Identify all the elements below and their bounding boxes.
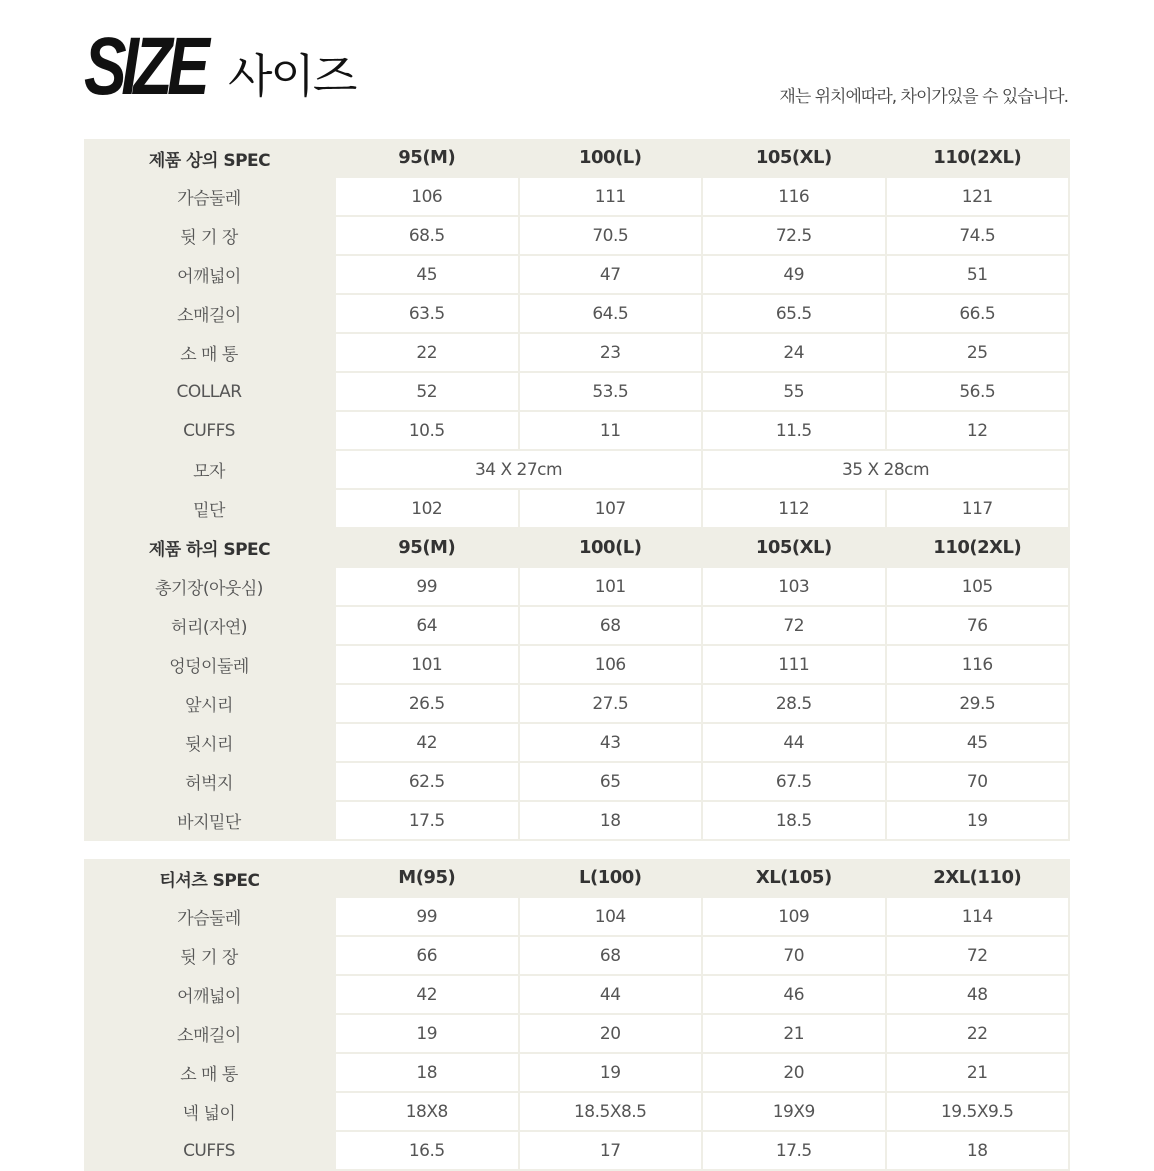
size-value: 11 (519, 411, 703, 450)
size-value: 19.5X9.5 (886, 1092, 1070, 1131)
size-value: 24 (702, 333, 886, 372)
row-label: 소 매 통 (84, 333, 335, 372)
row-label: CUFFS (84, 411, 335, 450)
size-value: 17 (519, 1131, 703, 1170)
size-value: 117 (886, 489, 1070, 528)
size-value: 27.5 (519, 684, 703, 723)
size-header: 100(L) (519, 139, 703, 177)
row-label: 허리(자연) (84, 606, 335, 645)
row-label: 소매길이 (84, 294, 335, 333)
size-value: 56.5 (886, 372, 1070, 411)
size-value: 105 (886, 567, 1070, 606)
size-value: 66.5 (886, 294, 1070, 333)
size-value: 101 (335, 645, 519, 684)
hood-size-value: 35 X 28cm (702, 450, 1069, 489)
size-value: 28.5 (702, 684, 886, 723)
table-row (84, 1014, 1069, 1053)
size-value: 64 (335, 606, 519, 645)
size-value: 99 (335, 567, 519, 606)
size-value: 19X9 (702, 1092, 886, 1131)
table-row (84, 645, 1069, 684)
row-label: 소매길이 (84, 1014, 335, 1053)
size-header: 95(M) (335, 528, 519, 567)
size-value: 51 (886, 255, 1070, 294)
size-value: 55 (702, 372, 886, 411)
size-value: 16.5 (335, 1131, 519, 1170)
tops-header-row (84, 139, 1069, 177)
size-value: 42 (335, 723, 519, 762)
size-value: 101 (519, 567, 703, 606)
table-row (84, 177, 1069, 216)
size-value: 29.5 (886, 684, 1070, 723)
size-title-korean: 사이즈 (228, 49, 356, 103)
row-label: 가슴둘레 (84, 177, 335, 216)
table-row (84, 489, 1069, 528)
size-value: 114 (886, 897, 1070, 936)
size-value: 70 (886, 762, 1070, 801)
size-value: 99 (335, 897, 519, 936)
size-value: 104 (519, 897, 703, 936)
size-value: 112 (702, 489, 886, 528)
table-row (84, 294, 1069, 333)
size-value: 70.5 (519, 216, 703, 255)
size-value: 20 (702, 1053, 886, 1092)
row-label: 엉덩이둘레 (84, 645, 335, 684)
size-value: 49 (702, 255, 886, 294)
size-value: 103 (702, 567, 886, 606)
size-value: 44 (519, 975, 703, 1014)
size-value: 65 (519, 762, 703, 801)
size-value: 25 (886, 333, 1070, 372)
hood-size-value: 34 X 27cm (335, 450, 702, 489)
table-row (84, 936, 1069, 975)
size-value: 53.5 (519, 372, 703, 411)
table-row (84, 684, 1069, 723)
size-value: 23 (519, 333, 703, 372)
tshirt-spec-label: 티셔츠 SPEC (84, 859, 335, 897)
size-value: 19 (886, 801, 1070, 840)
size-value: 44 (702, 723, 886, 762)
size-value: 111 (519, 177, 703, 216)
row-label: 앞시리 (84, 684, 335, 723)
size-value: 121 (886, 177, 1070, 216)
size-header: 2XL(110) (886, 859, 1070, 897)
page-header (0, 0, 1154, 130)
row-label: 뒷 기 장 (84, 216, 335, 255)
table-row (84, 1092, 1069, 1131)
tops-spec-label: 제품 상의 SPEC (84, 139, 335, 177)
size-value: 20 (519, 1014, 703, 1053)
size-value: 66 (335, 936, 519, 975)
size-value: 72.5 (702, 216, 886, 255)
size-value: 68 (519, 606, 703, 645)
size-title: SIZE (84, 21, 205, 112)
table-row (84, 801, 1069, 840)
row-label: 넥 넓이 (84, 1092, 335, 1131)
table-row (84, 897, 1069, 936)
size-value: 63.5 (335, 294, 519, 333)
size-value: 62.5 (335, 762, 519, 801)
size-value: 111 (702, 645, 886, 684)
size-value: 65.5 (702, 294, 886, 333)
table-row (84, 216, 1069, 255)
table-row (84, 333, 1069, 372)
size-value: 76 (886, 606, 1070, 645)
bottoms-header-row (84, 528, 1069, 567)
row-label: 가슴둘레 (84, 897, 335, 936)
table-row (84, 411, 1069, 450)
size-value: 106 (335, 177, 519, 216)
size-header: 105(XL) (702, 139, 886, 177)
row-label: 밑단 (84, 489, 335, 528)
size-value: 10.5 (335, 411, 519, 450)
size-header: L(100) (519, 859, 703, 897)
size-value: 11.5 (702, 411, 886, 450)
size-value: 52 (335, 372, 519, 411)
size-value: 46 (702, 975, 886, 1014)
table-row (84, 567, 1069, 606)
row-label: CUFFS (84, 1131, 335, 1170)
tshirt-size-table (84, 859, 1070, 1171)
size-value: 116 (886, 645, 1070, 684)
size-header: 110(2XL) (886, 139, 1070, 177)
table-row (84, 762, 1069, 801)
size-value: 18 (519, 801, 703, 840)
row-label: 총기장(아웃심) (84, 567, 335, 606)
top-bottom-size-table (84, 139, 1070, 841)
row-label: 바지밑단 (84, 801, 335, 840)
size-value: 70 (702, 936, 886, 975)
row-label: 어깨넓이 (84, 975, 335, 1014)
size-value: 74.5 (886, 216, 1070, 255)
row-label: 어깨넓이 (84, 255, 335, 294)
size-value: 48 (886, 975, 1070, 1014)
row-label: 뒷시리 (84, 723, 335, 762)
table-row (84, 1053, 1069, 1092)
size-header: 105(XL) (702, 528, 886, 567)
size-value: 68 (519, 936, 703, 975)
size-value: 107 (519, 489, 703, 528)
size-value: 42 (335, 975, 519, 1014)
row-label: 허벅지 (84, 762, 335, 801)
size-value: 68.5 (335, 216, 519, 255)
table-row (84, 606, 1069, 645)
size-value: 43 (519, 723, 703, 762)
size-value: 109 (702, 897, 886, 936)
size-header: XL(105) (702, 859, 886, 897)
size-value: 106 (519, 645, 703, 684)
table-row (84, 975, 1069, 1014)
size-value: 18.5X8.5 (519, 1092, 703, 1131)
table-row (84, 1131, 1069, 1170)
size-value: 116 (702, 177, 886, 216)
size-value: 22 (335, 333, 519, 372)
size-value: 72 (702, 606, 886, 645)
size-value: 45 (886, 723, 1070, 762)
size-value: 47 (519, 255, 703, 294)
size-value: 18X8 (335, 1092, 519, 1131)
size-header: 95(M) (335, 139, 519, 177)
size-value: 19 (335, 1014, 519, 1053)
size-value: 45 (335, 255, 519, 294)
table-row (84, 255, 1069, 294)
size-value: 21 (702, 1014, 886, 1053)
row-label: 뒷 기 장 (84, 936, 335, 975)
size-value: 67.5 (702, 762, 886, 801)
size-value: 17.5 (335, 801, 519, 840)
row-label: COLLAR (84, 372, 335, 411)
size-value: 72 (886, 936, 1070, 975)
size-value: 22 (886, 1014, 1070, 1053)
size-value: 64.5 (519, 294, 703, 333)
table-row (84, 723, 1069, 762)
size-value: 21 (886, 1053, 1070, 1092)
row-label: 소 매 통 (84, 1053, 335, 1092)
size-value: 18.5 (702, 801, 886, 840)
tshirt-header-row (84, 859, 1069, 897)
measurement-note: 재는 위치에따라, 차이가있을 수 있습니다. (779, 87, 1068, 107)
size-value: 19 (519, 1053, 703, 1092)
size-header: 100(L) (519, 528, 703, 567)
size-value: 18 (335, 1053, 519, 1092)
size-value: 26.5 (335, 684, 519, 723)
size-value: 17.5 (702, 1131, 886, 1170)
size-value: 102 (335, 489, 519, 528)
table-row-hood (84, 450, 1069, 489)
size-header: M(95) (335, 859, 519, 897)
table-row (84, 372, 1069, 411)
size-header: 110(2XL) (886, 528, 1070, 567)
row-label: 모자 (84, 450, 335, 489)
bottoms-spec-label: 제품 하의 SPEC (84, 528, 335, 567)
size-value: 12 (886, 411, 1070, 450)
size-value: 18 (886, 1131, 1070, 1170)
